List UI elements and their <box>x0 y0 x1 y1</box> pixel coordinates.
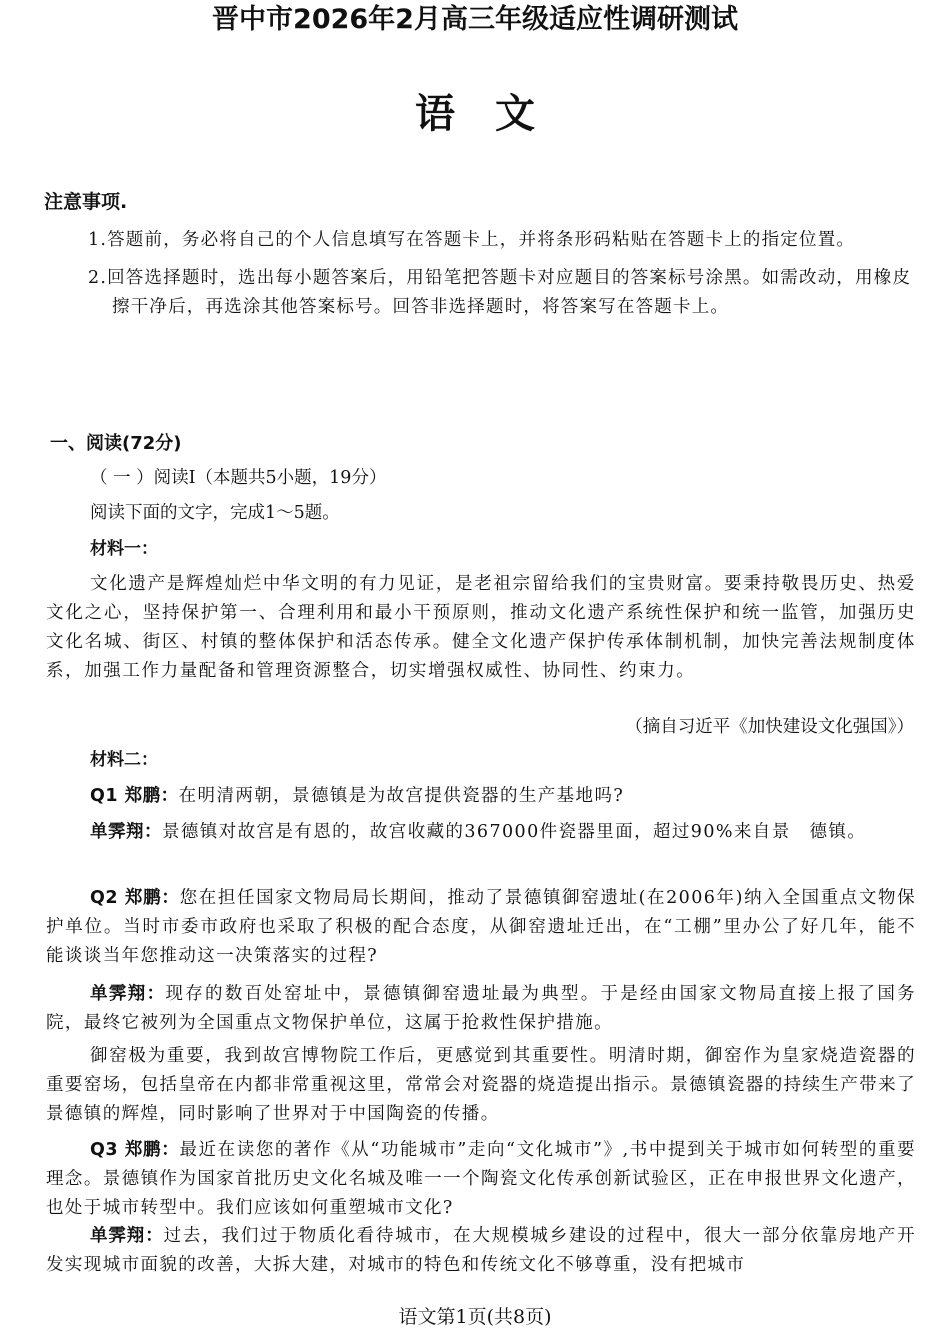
qa-speaker: Q2 郑鹏： <box>90 888 180 908</box>
qa-text: 最近在读您的著作《从“功能城市”走向“文化城市”》,书中提到关于城市如何转型的重要理念。景德镇作为国家首批历史文化名城及唯一一个陶瓷文化传承创新试验区，正在申报世界文化遗产，也处于城市转型中。我们应该如何重塑城市文化? <box>46 1140 916 1218</box>
material1-label: 材料一： <box>90 539 158 559</box>
qa-speaker: 单霁翔： <box>90 1226 164 1246</box>
page-footer: 语文第1页(共8页) <box>398 1306 552 1328</box>
qa-speaker: Q1 郑鹏： <box>90 786 179 806</box>
subject-title: 语文 <box>415 91 575 137</box>
qa-text: 现存的数百处窑址中，景德镇御窑遗址最为典型。于是经由国家文物局直接上报了国务院，最终它被列为全国重点文物保护单位，这属于抢救性保护措施。 <box>46 984 917 1033</box>
qa-text: 景德镇对故宫是有恩的，故宫收藏的367000件瓷器里面，超过90%来自景 德镇。 <box>162 822 867 842</box>
qa-paragraph <box>46 1042 916 1129</box>
reading-subheading: （ 一 ）阅读Ⅰ（本题共5小题，19分） <box>90 468 387 488</box>
qa-paragraph <box>46 884 916 971</box>
qa-speaker: 单霁翔： <box>90 822 162 842</box>
material1-source: （摘自习近平《加快建设文化强国》） <box>625 717 914 737</box>
qa-paragraph <box>46 1136 916 1223</box>
notice-heading: 注意事项. <box>44 191 128 213</box>
qa-paragraph <box>46 782 916 811</box>
notice-list <box>88 226 918 331</box>
qa-paragraph <box>46 980 916 1038</box>
qa-text: 过去，我们过于物质化看待城市，在大规模城乡建设的过程中，很大一部分依靠房地产开发实现城市面貌的改善，大拆大建，对城市的特色和传统文化不够尊重，没有把城市 <box>46 1226 916 1275</box>
qa-speaker: 单霁翔： <box>90 984 166 1004</box>
material1-paragraph: 文化遗产是辉煌灿烂中华文明的有力见证，是老祖宗留给我们的宝贵财富。要秉持敬畏历史、热爱文化之心，坚持保护第一、合理利用和最小干预原则，推动文化遗产系统性保护和统一监管，加强历史文化名城、街区、村镇的整体保护和活态传承。健全文化遗产保护传承体制机制，加快完善法规制度体系，加强工作力量配备和管理资源整合，切实增强权威性、协同性、约束力。 <box>46 574 916 681</box>
qa-speaker: Q3 郑鹏： <box>90 1140 180 1160</box>
qa-paragraph <box>46 1222 916 1280</box>
material2-label: 材料二： <box>90 750 158 770</box>
reading-instruction: 阅读下面的文字，完成1～5题。 <box>90 503 340 523</box>
section-heading: 一、阅读(72分) <box>50 433 182 454</box>
qa-text: 在明清两朝，景德镇是为故宫提供瓷器的生产基地吗? <box>178 786 625 806</box>
qa-text: 御窑极为重要，我到故宫博物院工作后，更感觉到其重要性。明清时期，御窑作为皇家烧造瓷器的重要窑场，包括皇帝在内都非常重视这里，常常会对瓷器的烧造提出指示。景德镇瓷器的持续生产带来了景德镇的辉煌，同时影响了世界对于中国陶瓷的传播。 <box>46 1046 916 1124</box>
notice-item: 1.答题前，务必将自己的个人信息填写在答题卡上，并将条形码粘贴在答题卡上的指定位置。 <box>88 230 856 250</box>
notice-item: 2.回答选择题时，选出每小题答案后，用铅笔把答题卡对应题目的答案标号涂黑。如需改动，用橡皮擦干净后，再选涂其他答案标号。回答非选择题时，将答案写在答题卡上。 <box>88 268 912 317</box>
qa-text: 您在担任国家文物局局长期间，推动了景德镇御窑遗址(在2006年)纳入全国重点文物保护单位。当时市委市政府也采取了积极的配合态度，从御窑遗址迁出，在“工棚”里办公了好几年，能不能谈谈当年您推动这一决策落实的过程? <box>46 888 916 966</box>
exam-title: 晋中市2026年2月高三年级适应性调研测试 <box>212 4 738 35</box>
qa-paragraph <box>46 818 916 847</box>
